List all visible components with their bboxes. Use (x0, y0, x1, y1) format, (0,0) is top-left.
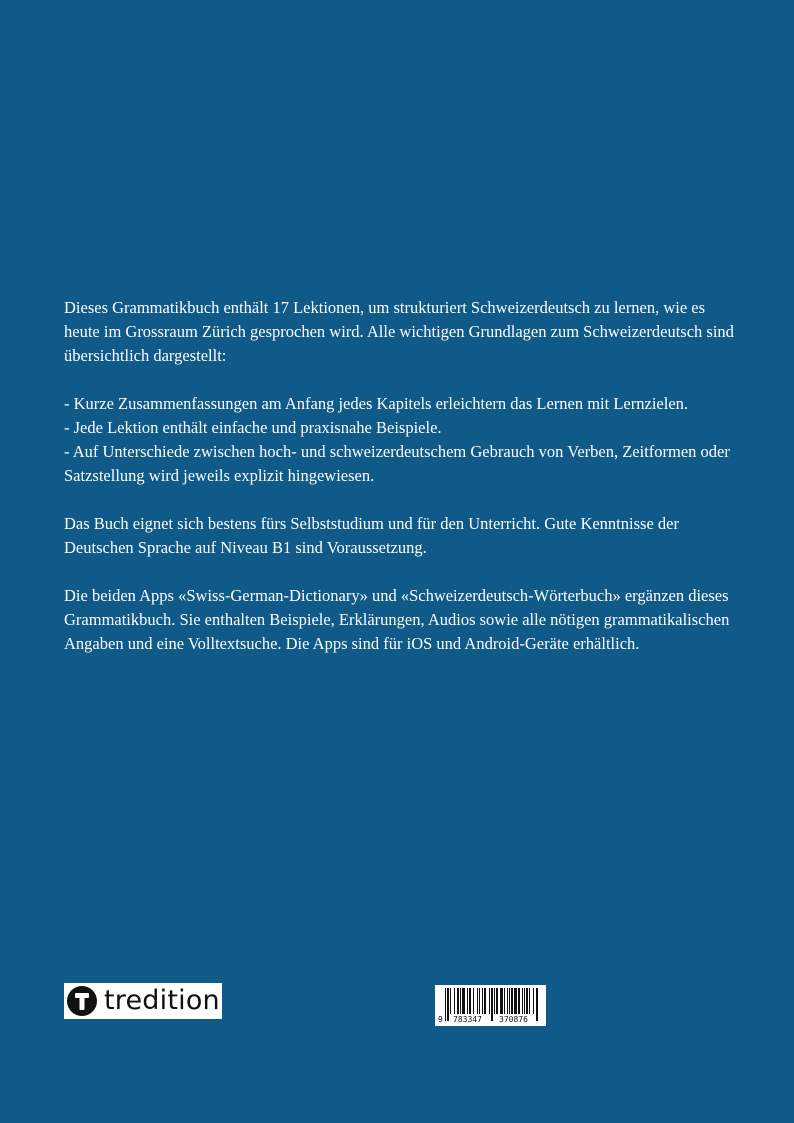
barcode-bar (473, 988, 474, 1014)
barcode-bar (522, 988, 523, 1014)
barcode-bar (496, 988, 498, 1014)
barcode-bar (457, 988, 459, 1014)
barcode-bar (484, 988, 486, 1014)
barcode-bar (533, 988, 534, 1014)
barcode-bar (477, 988, 478, 1014)
barcode-bar (514, 988, 517, 1014)
feature-list (64, 392, 744, 488)
intro-paragraph: Dieses Grammatikbuch enthält 17 Lektionen, um strukturiert Schweizerdeutsch zu lernen, wie es heute im Grossraum Zürich gesprochen wird. Alle wichtigen Grundlagen zum Schweizerdeutsch sind übersichtlich dargestellt: (64, 298, 734, 365)
barcode-bar (500, 988, 503, 1014)
barcode-bar (462, 988, 465, 1014)
barcode-bar (509, 988, 510, 1014)
apps-paragraph: Die beiden Apps «Swiss-German-Dictionary» und «Schweizerdeutsch-Wörterbuch» ergänzen dieses Grammatikbuch. Sie enthalten Beispiele, Erklärungen, Audios sowie alle nötigen grammatikalischen Angaben und eine Volltextsuche. Die Apps sind für iOS und Android-Geräte erhältlich. (64, 586, 730, 653)
barcode-group-1: 783347 (453, 1015, 482, 1024)
audience-paragraph: Das Buch eignet sich bestens fürs Selbststudium und für den Unterricht. Gute Kenntnisse der Deutschen Sprache auf Niveau B1 sind Voraussetzung. (64, 514, 679, 557)
barcode-bar (526, 988, 528, 1014)
barcode-bar (467, 988, 468, 1014)
barcode-group-2: 370876 (499, 1015, 528, 1024)
isbn-barcode (435, 985, 546, 1026)
barcode-bar (507, 988, 508, 1014)
barcode-bar (482, 988, 483, 1014)
publisher-logo (64, 983, 222, 1019)
feature-item: - Jede Lektion enthält einfache und praxisnahe Beispiele. (64, 418, 442, 437)
barcode-bar (460, 988, 461, 1014)
barcode-prefix: 9 (438, 1015, 443, 1024)
barcode-bar (511, 988, 513, 1014)
back-cover-blurb (64, 296, 744, 680)
barcode-bar (494, 988, 495, 1014)
barcode-bar (504, 988, 505, 1014)
barcode-bar (454, 988, 455, 1014)
barcode-bar (489, 988, 490, 1014)
publisher-name: tredition (104, 985, 220, 1016)
barcode-bar (479, 988, 480, 1014)
feature-item: - Kurze Zusammenfassungen am Anfang jedes Kapitels erleichtern das Lernen mit Lernzielen. (64, 394, 689, 413)
barcode-bar (469, 988, 471, 1014)
barcode-bar (524, 988, 525, 1014)
feature-item: - Auf Unterschiede zwischen hoch- und schweizerdeutschem Gebrauch von Verben, Zeitformen oder Satzstellung wird jeweils explizit hingewiesen. (64, 442, 730, 485)
barcode-bar (518, 988, 520, 1014)
barcode-bar (529, 988, 530, 1014)
tredition-logo-icon (67, 986, 97, 1016)
barcode-bar (450, 988, 451, 1014)
barcode-digits (435, 1014, 546, 1025)
